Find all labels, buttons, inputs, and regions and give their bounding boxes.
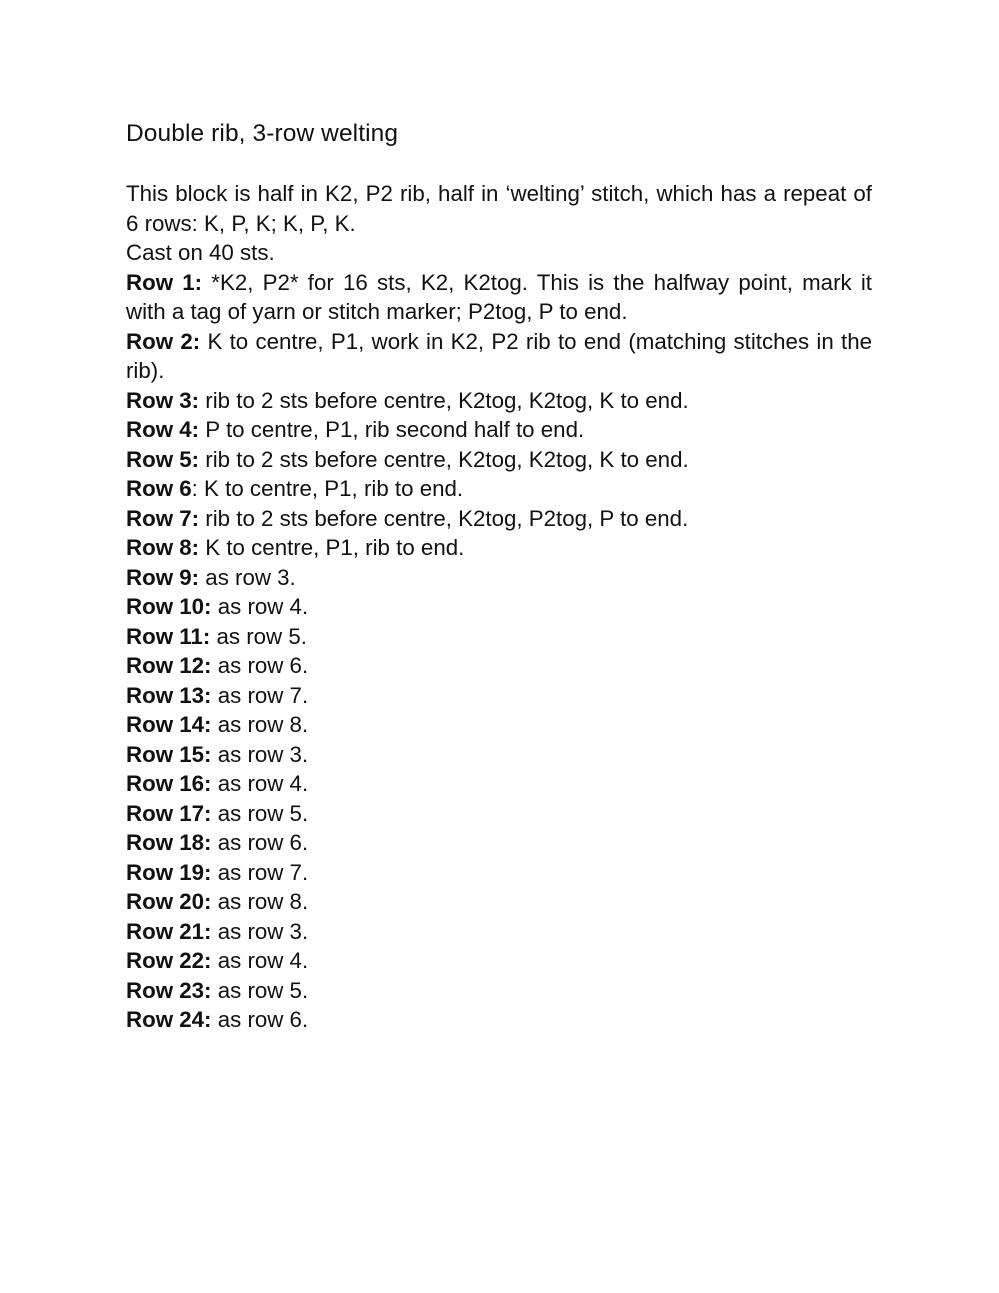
row-label: Row 6 — [126, 476, 192, 501]
row-label: Row 23: — [126, 977, 212, 1003]
row-instruction — [126, 858, 872, 888]
row-label: Row 14: — [126, 712, 212, 737]
row-instruction — [126, 887, 872, 917]
row-text: as row 8. — [211, 889, 309, 914]
intro-paragraph: This block is half in K2, P2 rib, half in ‘welting’ stitch, which has a repeat of 6 rows: K, P, K; K, P, K. — [126, 181, 872, 236]
row-label: Row 10: — [126, 594, 212, 619]
row-label: Row 12: — [126, 653, 212, 678]
row-text: as row 5. — [211, 977, 309, 1003]
row-instruction — [126, 740, 872, 770]
row-text: as row 4. — [211, 771, 309, 796]
row-label: Row 4: — [126, 417, 200, 442]
row-text: as row 7. — [211, 859, 309, 885]
row-instruction — [126, 799, 872, 829]
row-label: Row 21: — [126, 918, 212, 944]
row-instruction — [126, 681, 872, 711]
row-label: Row 11: — [126, 623, 211, 649]
row-label: Row 7: — [126, 505, 200, 531]
row-label: Row 9: — [126, 564, 200, 590]
row-text: as row 3. — [211, 918, 309, 944]
row-label: Row 18: — [126, 830, 212, 855]
row-label: Row 16: — [126, 771, 212, 796]
row-instruction — [126, 386, 872, 416]
row-text: as row 4. — [211, 948, 309, 973]
row-label: Row 19: — [126, 859, 212, 885]
row-instruction — [126, 769, 872, 799]
row-text: rib to 2 sts before centre, K2tog, K2tog, K to end. — [199, 446, 689, 472]
row-text: K to centre, P1, work in K2, P2 rib to end (matching stitches in the rib). — [126, 328, 872, 383]
row-instruction — [126, 976, 872, 1006]
row-instruction — [126, 917, 872, 947]
row-instruction — [126, 445, 872, 475]
row-text: as row 3. — [211, 741, 309, 767]
document-page — [126, 116, 872, 1035]
cast-on-line: Cast on 40 sts. — [126, 240, 275, 265]
row-text: as row 7. — [211, 682, 309, 708]
row-text: as row 5. — [211, 800, 309, 826]
row-label: Row 24: — [126, 1007, 212, 1032]
row-text: as row 4. — [211, 594, 309, 619]
row-text: : K to centre, P1, rib to end. — [191, 476, 464, 501]
row-text: as row 6. — [211, 830, 309, 855]
row-text: as row 6. — [211, 1007, 309, 1032]
row-text: K to centre, P1, rib to end. — [199, 535, 465, 560]
row-text: as row 5. — [210, 623, 307, 649]
row-label: Row 17: — [126, 800, 212, 826]
row-text: P to centre, P1, rib second half to end. — [199, 417, 585, 442]
row-instruction — [126, 327, 872, 386]
row-label: Row 3: — [126, 387, 200, 413]
row-text: as row 6. — [211, 653, 309, 678]
row-instruction — [126, 415, 872, 445]
row-instruction — [126, 563, 872, 593]
row-text: rib to 2 sts before centre, K2tog, K2tog, K to end. — [199, 387, 689, 413]
row-instruction — [126, 592, 872, 622]
row-instruction — [126, 828, 872, 858]
row-instruction — [126, 533, 872, 563]
row-instruction — [126, 651, 872, 681]
row-text: as row 8. — [211, 712, 309, 737]
row-instruction — [126, 946, 872, 976]
row-instruction — [126, 268, 872, 327]
row-label: Row 5: — [126, 446, 200, 472]
row-label: Row 22: — [126, 948, 212, 973]
row-text: *K2, P2* for 16 sts, K2, K2tog. This is the halfway point, mark it with a tag of yarn or stitch marker; P2tog, P to end. — [126, 269, 872, 324]
document-title: Double rib, 3-row welting — [126, 120, 399, 147]
row-label: Row 8: — [126, 535, 200, 560]
row-text: as row 3. — [199, 564, 296, 590]
row-instruction — [126, 474, 872, 504]
row-label: Row 15: — [126, 741, 212, 767]
row-instruction — [126, 504, 872, 534]
row-instruction — [126, 622, 872, 652]
row-label: Row 2: — [126, 328, 201, 354]
row-label: Row 20: — [126, 889, 212, 914]
row-instruction — [126, 1005, 872, 1035]
row-text: rib to 2 sts before centre, K2tog, P2tog, P to end. — [199, 505, 689, 531]
row-label: Row 1: — [126, 269, 203, 295]
row-instruction — [126, 710, 872, 740]
pattern-body — [126, 179, 872, 1035]
row-label: Row 13: — [126, 682, 212, 708]
